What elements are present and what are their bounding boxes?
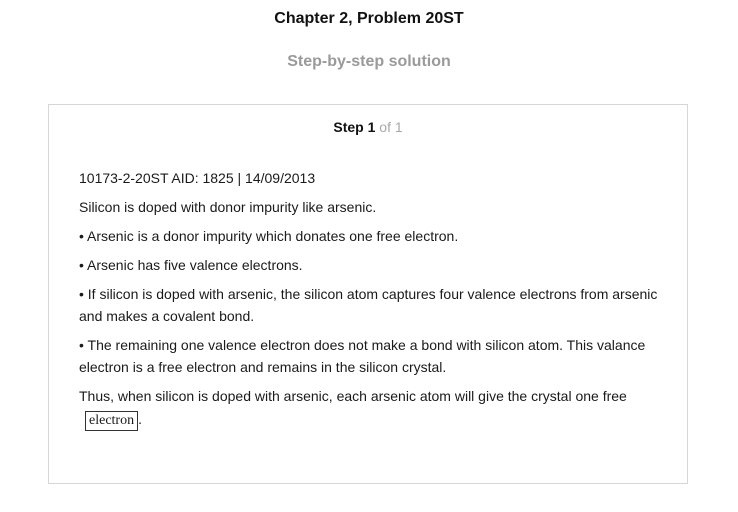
step-header [49, 119, 687, 135]
conclusion-paragraph [79, 385, 669, 431]
meta-line: 10173-2-20ST AID: 1825 | 14/09/2013 [79, 170, 316, 186]
chapter-title: Chapter 2, Problem 20ST [274, 10, 464, 27]
solution-content [79, 167, 669, 438]
step-total: of 1 [379, 119, 403, 135]
step-number: 1 [367, 119, 376, 135]
answer-suffix: . [138, 411, 142, 427]
bullet-item: • Arsenic is a donor impurity which donates one free electron. [79, 228, 459, 244]
step-label: Step [333, 119, 364, 135]
solution-card [48, 104, 688, 484]
bullet-item: • Arsenic has five valence electrons. [79, 257, 303, 273]
solution-subtitle: Step-by-step solution [287, 53, 451, 70]
conclusion-text: Thus, when silicon is doped with arsenic, each arsenic atom will give the crystal one free [79, 388, 627, 404]
intro-paragraph: Silicon is doped with donor impurity like arsenic. [79, 199, 377, 215]
answer-box: electron [85, 411, 138, 431]
bullet-item: • If silicon is doped with arsenic, the silicon atom captures four valence electrons from arsenic and makes a covalent bond. [79, 286, 658, 324]
bullet-item: • The remaining one valence electron does not make a bond with silicon atom. This valance electron is a free electron and remains in the silicon crystal. [79, 337, 646, 375]
